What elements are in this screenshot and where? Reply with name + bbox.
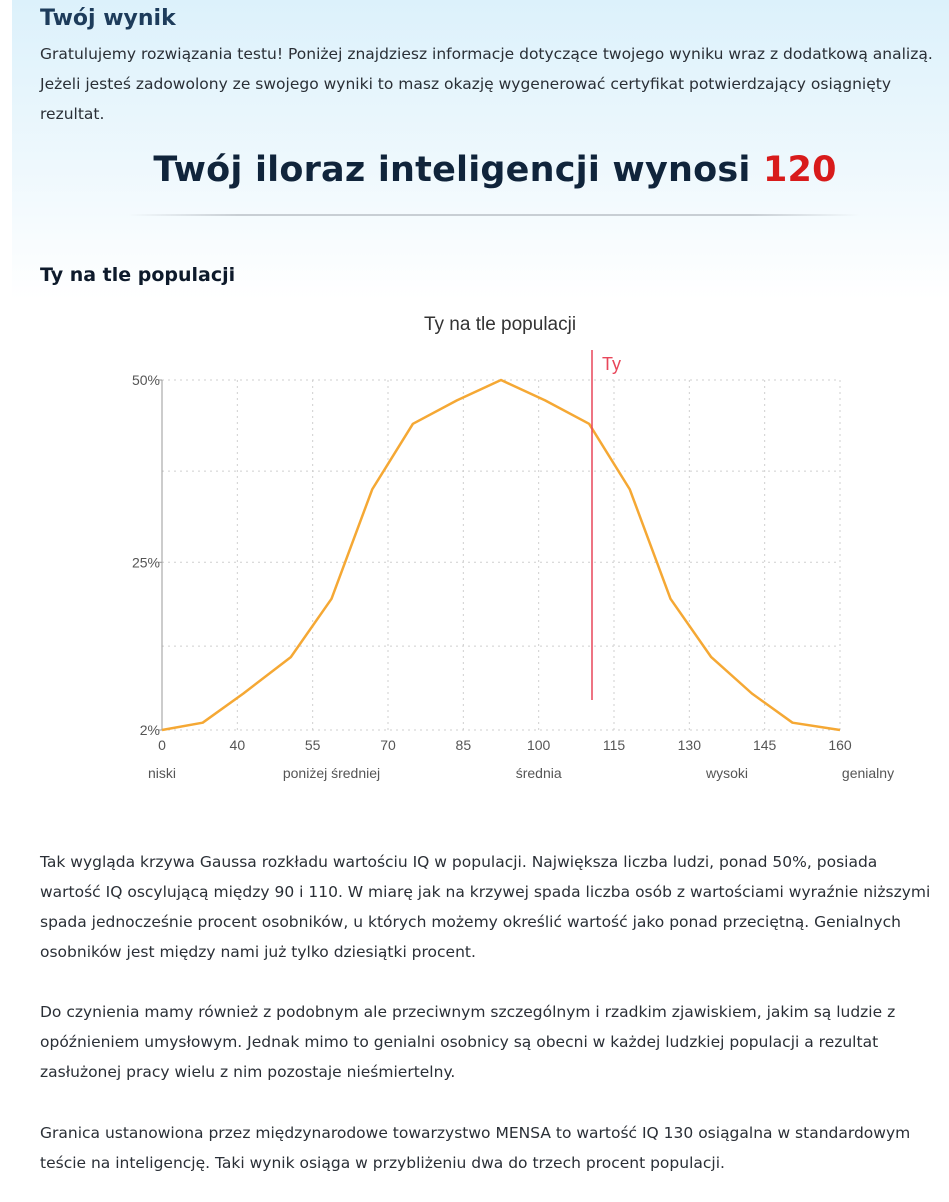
paragraph-mensa: Granica ustanowiona przez międzynarodowe towarzystwo MENSA to wartość IQ 130 osiągalna w standardowym teście na inteligencję. Taki wynik osiąga w przybliżeniu dwa do trzech procent populacji. bbox=[40, 1124, 911, 1172]
chart-title: Ty na tle populacji bbox=[423, 314, 577, 335]
x-tick-label: 70 bbox=[380, 737, 396, 753]
y-tick-label: 2% bbox=[139, 722, 160, 738]
iq-score: 120 bbox=[762, 150, 837, 190]
y-tick-label: 25% bbox=[131, 554, 160, 571]
x-tick-label: 55 bbox=[304, 737, 321, 753]
x-tick-label: 160 bbox=[828, 737, 852, 753]
category-label: niski bbox=[147, 765, 177, 781]
x-tick-label: 115 bbox=[602, 737, 626, 753]
category-label: średnia bbox=[515, 765, 562, 781]
x-tick-label: 130 bbox=[677, 737, 702, 753]
divider bbox=[128, 214, 860, 216]
paragraph-gauss: Tak wygląda krzywa Gaussa rozkładu wartościu IQ w populacji. Największa liczba ludzi, ponad 50%, posiada wartość IQ oscylującą między 90 i 110. W miarę jak na krzywej spada liczba osób z wartościami wyraźnie niższymi spada jednocześnie procent osobników, u których możemy określić wartość jako ponad przeciętną. Genialnych osobników jest między nami już tylko dziesiątki procent. bbox=[40, 853, 931, 961]
category-label: wysoki bbox=[705, 765, 749, 781]
you-marker-label: Ty bbox=[602, 354, 622, 374]
population-section-title: Ty na tle populacji bbox=[40, 264, 236, 286]
section-title: Twój wynik bbox=[40, 6, 176, 31]
intro-text: Gratulujemy rozwiązania testu! Poniżej znajdziesz informacje dotyczące twojego wyniku wraz z dodatkową analizą. Jeżeli jesteś zadowolony ze swojego wyniki to masz okazję wygenerować certyfikat potwierdzający osiągnięty rezultat. bbox=[40, 45, 933, 123]
x-tick-label: 40 bbox=[229, 737, 246, 753]
iq-headline bbox=[0, 150, 949, 190]
iq-headline-prefix: Twój iloraz inteligencji wynosi bbox=[153, 150, 751, 190]
category-label: poniżej średniej bbox=[282, 765, 381, 781]
x-tick-label: 0 bbox=[158, 737, 166, 753]
x-tick-label: 145 bbox=[752, 737, 777, 753]
x-tick-label: 100 bbox=[526, 737, 551, 753]
paragraph-retardation: Do czynienia mamy również z podobnym ale przeciwnym szczególnym i rzadkim zjawiskiem, jakim są ludzie z opóźnieniem umysłowym. Jednak mimo to genialni osobnicy są obecni w każdej ludzkiej populacji a rezultat zasłużonej pracy wielu z nim pozostaje nieśmiertelny. bbox=[40, 1003, 896, 1081]
x-tick-label: 85 bbox=[455, 737, 472, 753]
category-label: genialny bbox=[841, 765, 895, 781]
iq-curve bbox=[162, 380, 840, 730]
y-tick-label: 50% bbox=[131, 372, 160, 388]
population-chart bbox=[100, 300, 900, 800]
